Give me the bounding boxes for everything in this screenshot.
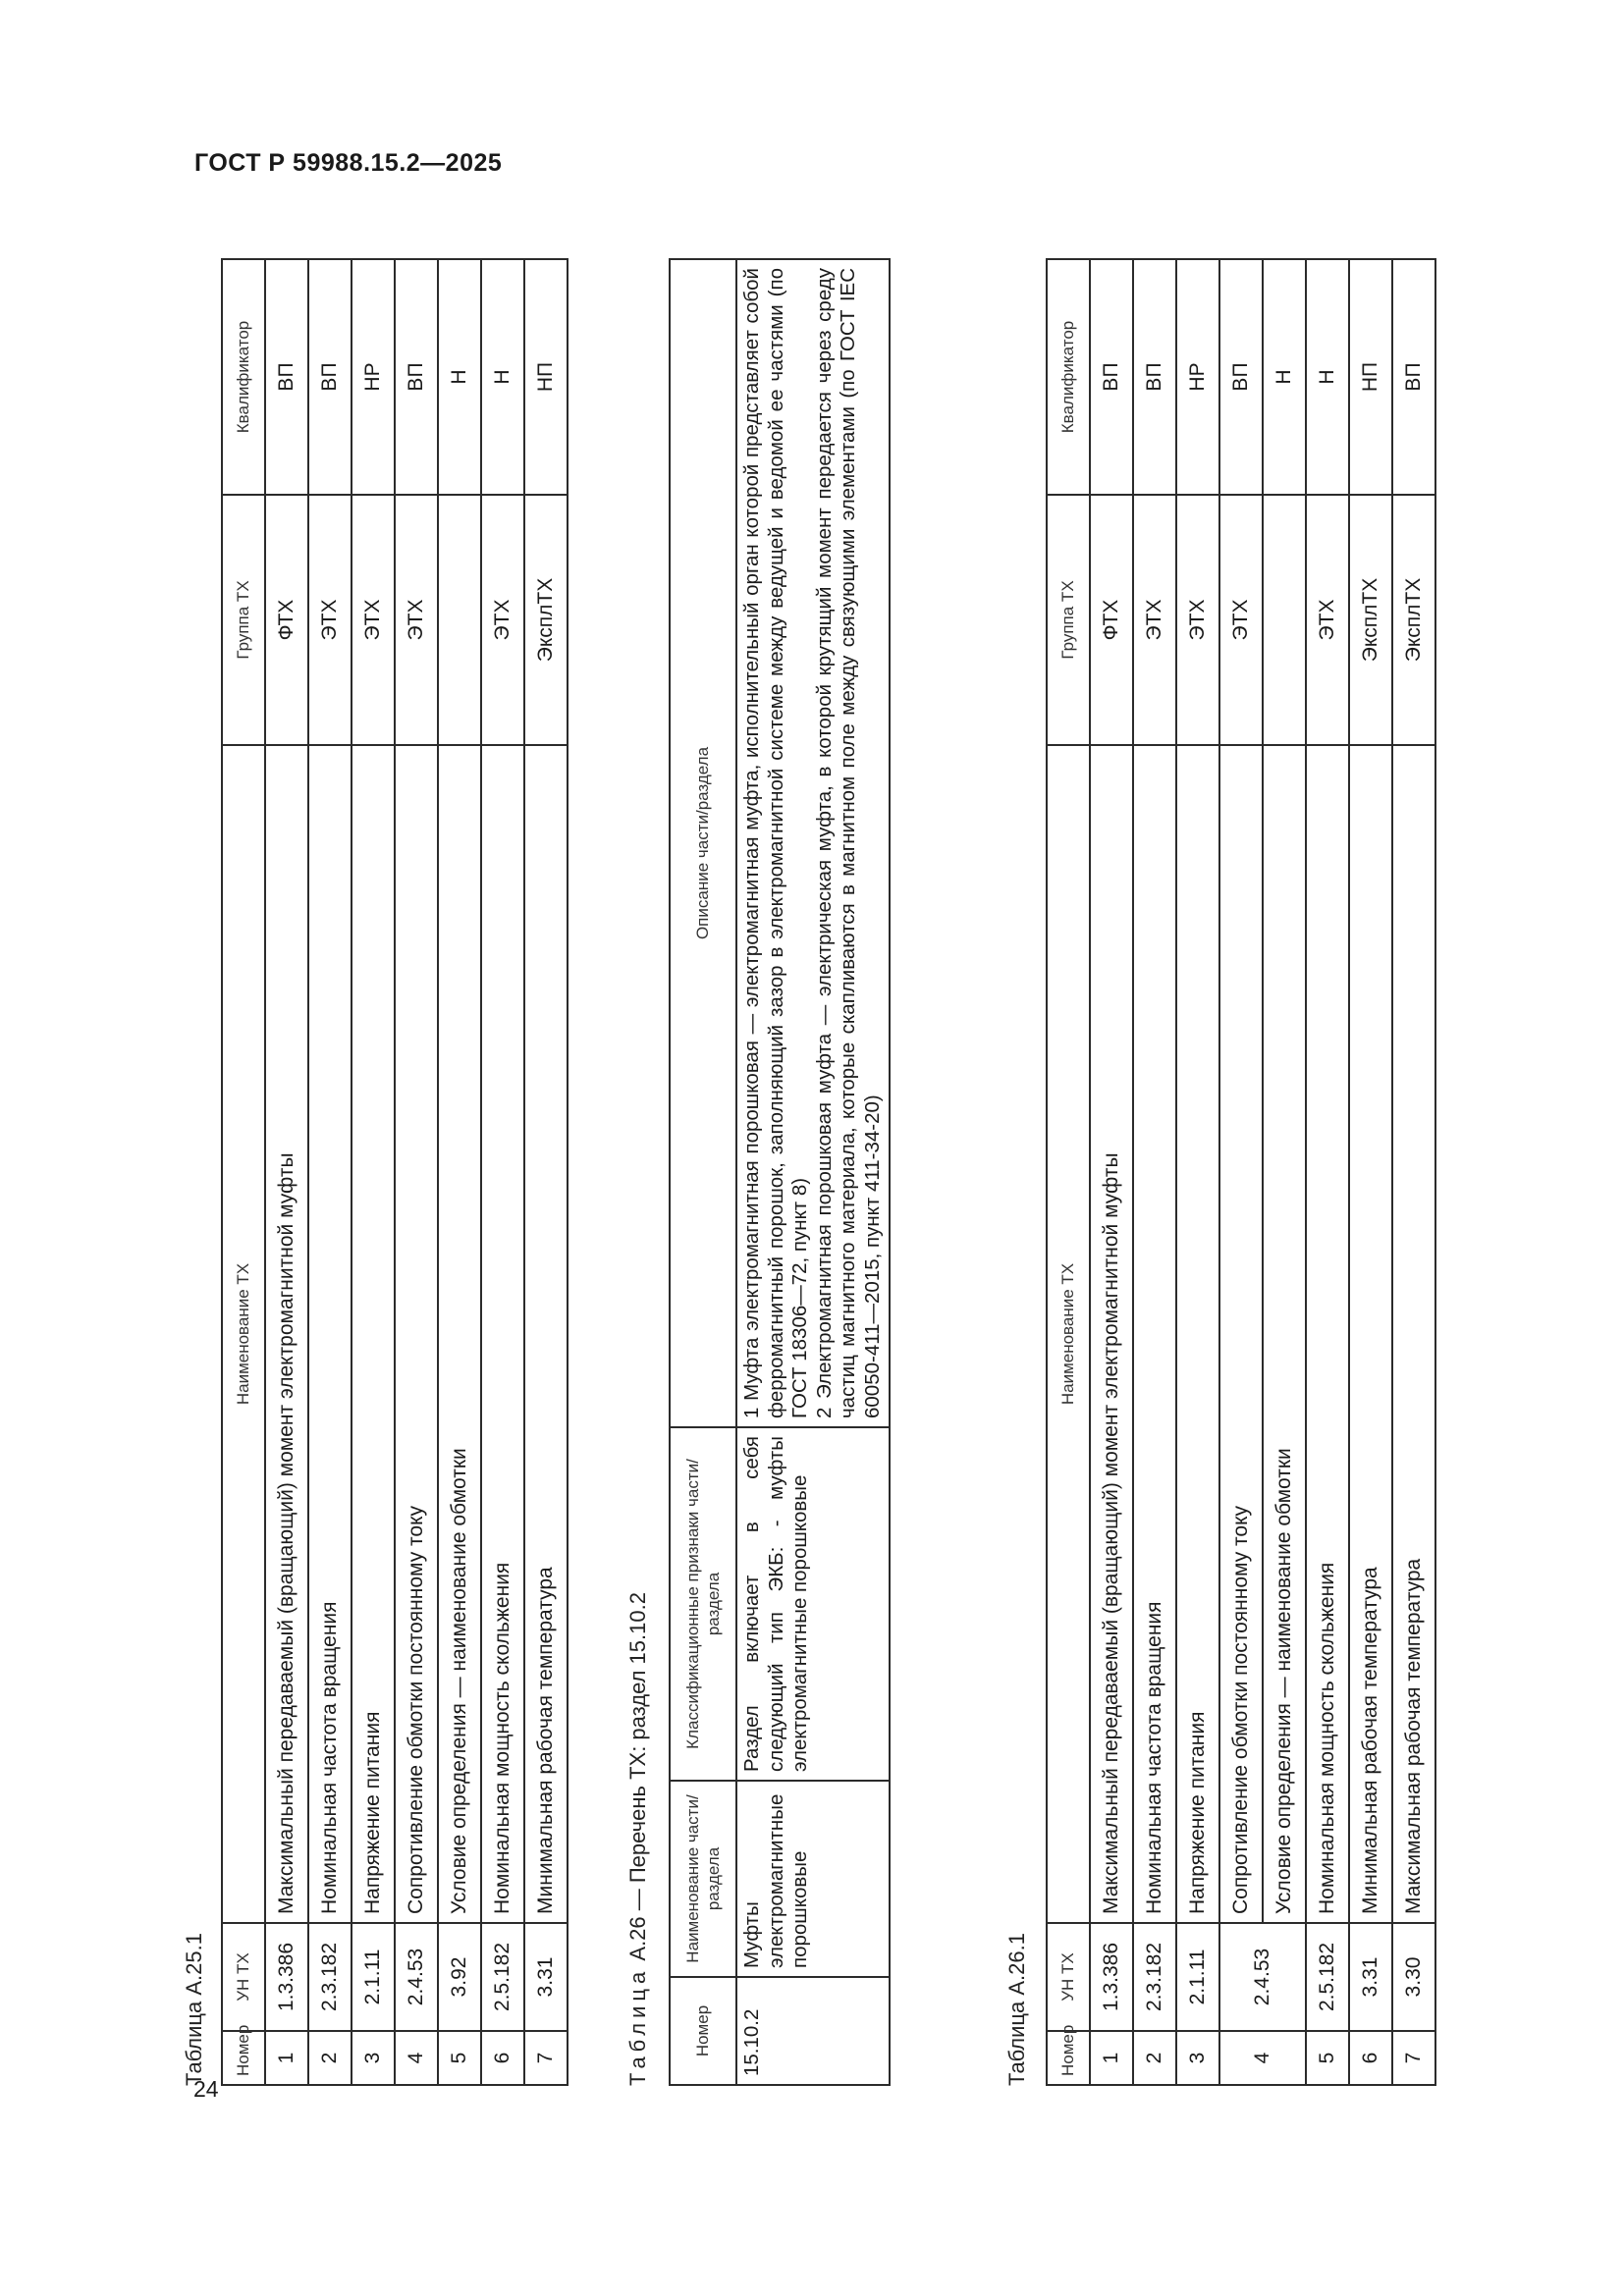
caption-table-a26-prefix: Таблица [625, 1966, 650, 2086]
col-header-name: Наименование ТХ [222, 745, 265, 1923]
cell-qualifier: ВП [265, 259, 308, 495]
cell-qualifier: Н [1306, 259, 1349, 495]
page-number: 24 [193, 2076, 219, 2102]
cell-number: 1 [1090, 2031, 1133, 2085]
cell-code: 3.92 [438, 1923, 481, 2031]
table-a26-1-body [1090, 259, 1435, 2085]
table-header-row [222, 259, 265, 2085]
table-a26-1 [1046, 258, 1436, 2086]
cell-number: 3 [1176, 2031, 1219, 2085]
col-header-group: Группа ТХ [1047, 495, 1090, 745]
cell-group [1263, 495, 1306, 745]
cell-group: ФТХ [1090, 495, 1133, 745]
cell-name: Максимальный передаваемый (вращающий) момент электромагнитной муфты [265, 745, 308, 1923]
col-header-section-name: Наименование части/ раздела [670, 1781, 736, 1977]
cell-code: 2.5.182 [1306, 1923, 1349, 2031]
cell-name: Номинальная частота вращения [1133, 745, 1176, 1923]
cell-qualifier: НР [352, 259, 395, 495]
cell-code: 2.3.182 [308, 1923, 352, 2031]
table-row [736, 259, 890, 2085]
cell-name: Номинальная мощность скольжения [481, 745, 524, 1923]
cell-code: 2.3.182 [1133, 1923, 1176, 2031]
cell-number: 7 [1392, 2031, 1435, 2085]
cell-qualifier: НП [524, 259, 568, 495]
table-a25-1-body [265, 259, 568, 2085]
col-header-group: Группа ТХ [222, 495, 265, 745]
cell-group [438, 495, 481, 745]
section-description [736, 259, 890, 1427]
cell-group: ЭТХ [308, 495, 352, 745]
cell-qualifier: ВП [1219, 259, 1263, 495]
col-header-number: Номер [670, 1977, 736, 2085]
col-header-code: УН ТХ [1047, 1923, 1090, 2031]
cell-number: 2 [308, 2031, 352, 2085]
caption-table-a26-rest: А.26 — Перечень ТХ: раздел 15.10.2 [625, 1592, 650, 1961]
cell-group: ЭТХ [1176, 495, 1219, 745]
col-header-code: УН ТХ [222, 1923, 265, 2031]
cell-name: Максимальный передаваемый (вращающий) момент электромагнитной муфты [1090, 745, 1133, 1923]
cell-code: 3.30 [1392, 1923, 1435, 2031]
table-row [1219, 259, 1263, 2085]
cell-number: 1 [265, 2031, 308, 2085]
cell-code: 2.4.53 [1219, 1923, 1306, 2031]
table-row [1263, 259, 1306, 2085]
cell-name: Максимальная рабочая температура [1392, 745, 1435, 1923]
cell-name: Условие определения — наименование обмотки [1263, 745, 1306, 1923]
table-row [1176, 259, 1219, 2085]
cell-number: 4 [1219, 2031, 1306, 2085]
cell-group: ЭТХ [1306, 495, 1349, 745]
cell-qualifier: Н [481, 259, 524, 495]
table-row [352, 259, 395, 2085]
cell-number: 7 [524, 2031, 568, 2085]
cell-group: ЭТХ [1219, 495, 1263, 745]
col-header-description: Описание части/раздела [670, 259, 736, 1427]
cell-number: 5 [438, 2031, 481, 2085]
cell-name: Сопротивление обмотки постоянному току [395, 745, 438, 1923]
cell-qualifier: Н [438, 259, 481, 495]
cell-name: Условие определения — наименование обмотки [438, 745, 481, 1923]
cell-code: 2.1.11 [352, 1923, 395, 2031]
table-a25-1 [221, 258, 568, 2086]
cell-name: Сопротивление обмотки постоянному току [1219, 745, 1263, 1923]
table-row [308, 259, 352, 2085]
caption-table-a25-1: Таблица А.25.1 [182, 1933, 206, 2086]
cell-qualifier: Н [1263, 259, 1306, 495]
cell-group: ЭТХ [395, 495, 438, 745]
col-header-name: Наименование ТХ [1047, 745, 1090, 1923]
cell-qualifier: ВП [1392, 259, 1435, 495]
cell-qualifier: ВП [1133, 259, 1176, 495]
cell-code: 1.3.386 [1090, 1923, 1133, 2031]
col-header-number: Номер [222, 2031, 265, 2085]
table-header-row [670, 259, 736, 2085]
cell-code: 2.4.53 [395, 1923, 438, 2031]
cell-code: 3.31 [1349, 1923, 1392, 2031]
cell-code: 1.3.386 [265, 1923, 308, 2031]
table-row [265, 259, 308, 2085]
table-a26 [669, 258, 891, 2086]
col-header-number: Номер [1047, 2031, 1090, 2085]
cell-number: 6 [481, 2031, 524, 2085]
table-row [1133, 259, 1176, 2085]
document-code: ГОСТ Р 59988.15.2—2025 [194, 149, 503, 177]
cell-name: Напряжение питания [1176, 745, 1219, 1923]
section-features: Раздел включает в себя следующий тип ЭКБ: - муфты электромагнитные порошковые [736, 1427, 890, 1781]
table-header-row [1047, 259, 1090, 2085]
cell-name: Минимальная рабочая температура [524, 745, 568, 1923]
table-row [438, 259, 481, 2085]
caption-table-a26 [625, 1592, 651, 2086]
table-row [1306, 259, 1349, 2085]
section-name: Муфты электромагнитные порошковые [736, 1781, 890, 1977]
table-row [524, 259, 568, 2085]
cell-qualifier: ВП [1090, 259, 1133, 495]
cell-qualifier: НП [1349, 259, 1392, 495]
cell-code: 2.1.11 [1176, 1923, 1219, 2031]
col-header-qualifier: Квалификатор [1047, 259, 1090, 495]
cell-group: ЭТХ [352, 495, 395, 745]
cell-group: ЭТХ [1133, 495, 1176, 745]
cell-group: ЭТХ [481, 495, 524, 745]
cell-qualifier: ВП [308, 259, 352, 495]
cell-qualifier: ВП [395, 259, 438, 495]
description-item-2: 2 Электромагнитная порошковая муфта — электрическая муфта, в которой крутящий момент передается через среду частиц магнитного материала, которые скапливаются в магнитном поле между связующими элементами (по ГОСТ IEC 60050-411—2015, пункт 411-34-20) [812, 268, 884, 1418]
table-row [481, 259, 524, 2085]
cell-group: ФТХ [265, 495, 308, 745]
col-header-features: Классификационные признаки части/ раздела [670, 1427, 736, 1781]
cell-name: Номинальная частота вращения [308, 745, 352, 1923]
cell-name: Минимальная рабочая температура [1349, 745, 1392, 1923]
cell-number: 6 [1349, 2031, 1392, 2085]
table-row [1349, 259, 1392, 2085]
cell-number: 5 [1306, 2031, 1349, 2085]
section-number: 15.10.2 [736, 1977, 890, 2085]
cell-code: 3.31 [524, 1923, 568, 2031]
cell-number: 3 [352, 2031, 395, 2085]
cell-group: ЭксплТХ [1349, 495, 1392, 745]
cell-number: 2 [1133, 2031, 1176, 2085]
cell-qualifier: НР [1176, 259, 1219, 495]
col-header-qualifier: Квалификатор [222, 259, 265, 495]
description-item-1: 1 Муфта электромагнитная порошковая — электромагнитная муфта, исполнительный орган которой представляет собой ферромагнитный порошок, заполняющий зазор в электромагнитной системе между ведущей и ведомой ее частями (по ГОСТ 18306—72, пункт 8) [740, 268, 812, 1418]
table-row [395, 259, 438, 2085]
cell-code: 2.5.182 [481, 1923, 524, 2031]
cell-group: ЭксплТХ [524, 495, 568, 745]
rotated-content [162, 231, 1429, 2086]
table-row [1392, 259, 1435, 2085]
cell-number: 4 [395, 2031, 438, 2085]
table-row [1090, 259, 1133, 2085]
cell-name: Номинальная мощность скольжения [1306, 745, 1349, 1923]
cell-name: Напряжение питания [352, 745, 395, 1923]
caption-table-a26-1: Таблица А.26.1 [1004, 1933, 1029, 2086]
cell-group: ЭксплТХ [1392, 495, 1435, 745]
